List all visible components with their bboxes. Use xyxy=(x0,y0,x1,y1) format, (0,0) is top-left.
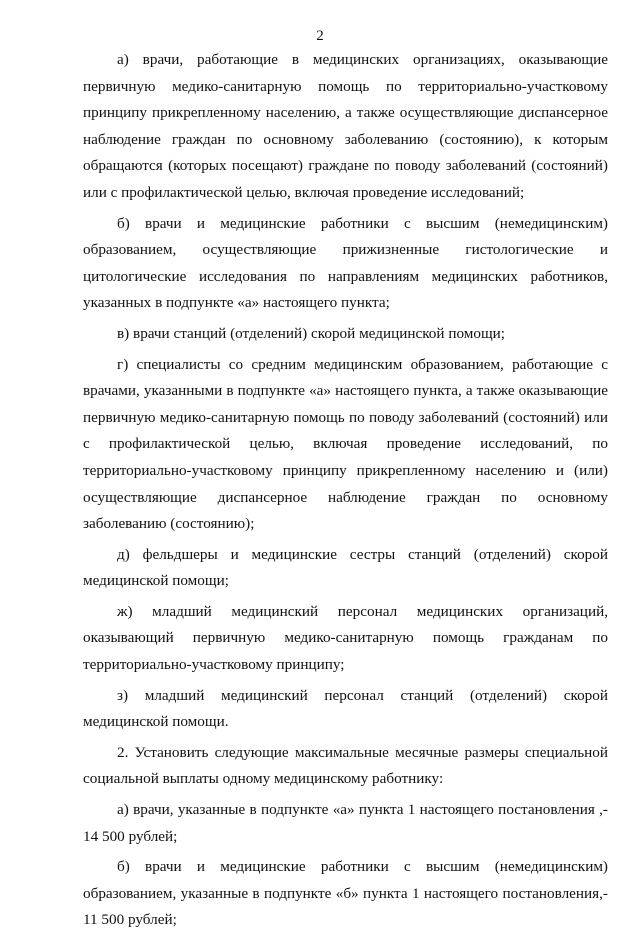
paragraph-a-doctors: а) врачи, работающие в медицинских организациях, оказывающие первичную медико-санитарную помощь по территориально-участковому принципу прикрепленному населению, а также осуществляющие диспансерное наблюдение граждан по основному заболеванию (состоянию), к которым обращаются (которых посещают) граждане по поводу заболеваний (состояний) или с профилактической целью, включая проведение исследований; xyxy=(83,51,608,201)
paragraph-zh-junior-staff: ж) младший медицинский персонал медицинских организаций, оказывающий первичную медико-санитарную помощь гражданам по территориально-участковому принципу; xyxy=(83,602,608,674)
paragraph-2-payment-amounts: 2. Установить следующие максимальные месячные размеры специальной социальной выплаты одному медицинскому работнику: xyxy=(83,743,608,788)
payment-item-a: а) врачи, указанные в подпункте «а» пункта 1 настоящего постановления ,- 14 500 рублей; xyxy=(83,801,608,845)
paragraph-g-nursing-specialists: г) специалисты со средним медицинским образованием, работающие с врачами, указанными в подпункте «а» настоящего пункта, а также оказывающие первичную медико-санитарную помощь по поводу заболеваний (состояний) или с профилактической целью, включая проведение исследований, по территориально-участковому принципу прикрепленному населению и (или) осуществляющие диспансерное наблюдение граждан по основному заболеванию (состоянию); xyxy=(83,355,608,533)
paragraph-d-paramedics: д) фельдшеры и медицинские сестры станций (отделений) скорой медицинской помощи; xyxy=(83,545,608,590)
paragraph-v-ambulance-doctors: в) врачи станций (отделений) скорой медицинской помощи; xyxy=(117,324,505,342)
paragraph-z-junior-ambulance-staff: з) младший медицинский персонал станций (отделений) скорой медицинской помощи. xyxy=(83,686,608,731)
payment-item-b: б) врачи и медицинские работники с высшим (немедицинским) образованием, указанные в подпункте «б» пункта 1 настоящего постановления,- 11 500 рублей; xyxy=(83,858,608,929)
document-body xyxy=(83,47,608,934)
page-number: 2 xyxy=(316,28,324,44)
paragraph-b-histology: б) врачи и медицинские работники с высшим (немедицинским) образованием, осуществляющие прижизненные гистологические и цитологические исследования по направлениям медицинских работников, указанных в подпункте «а» настоящего пункта; xyxy=(83,214,608,312)
